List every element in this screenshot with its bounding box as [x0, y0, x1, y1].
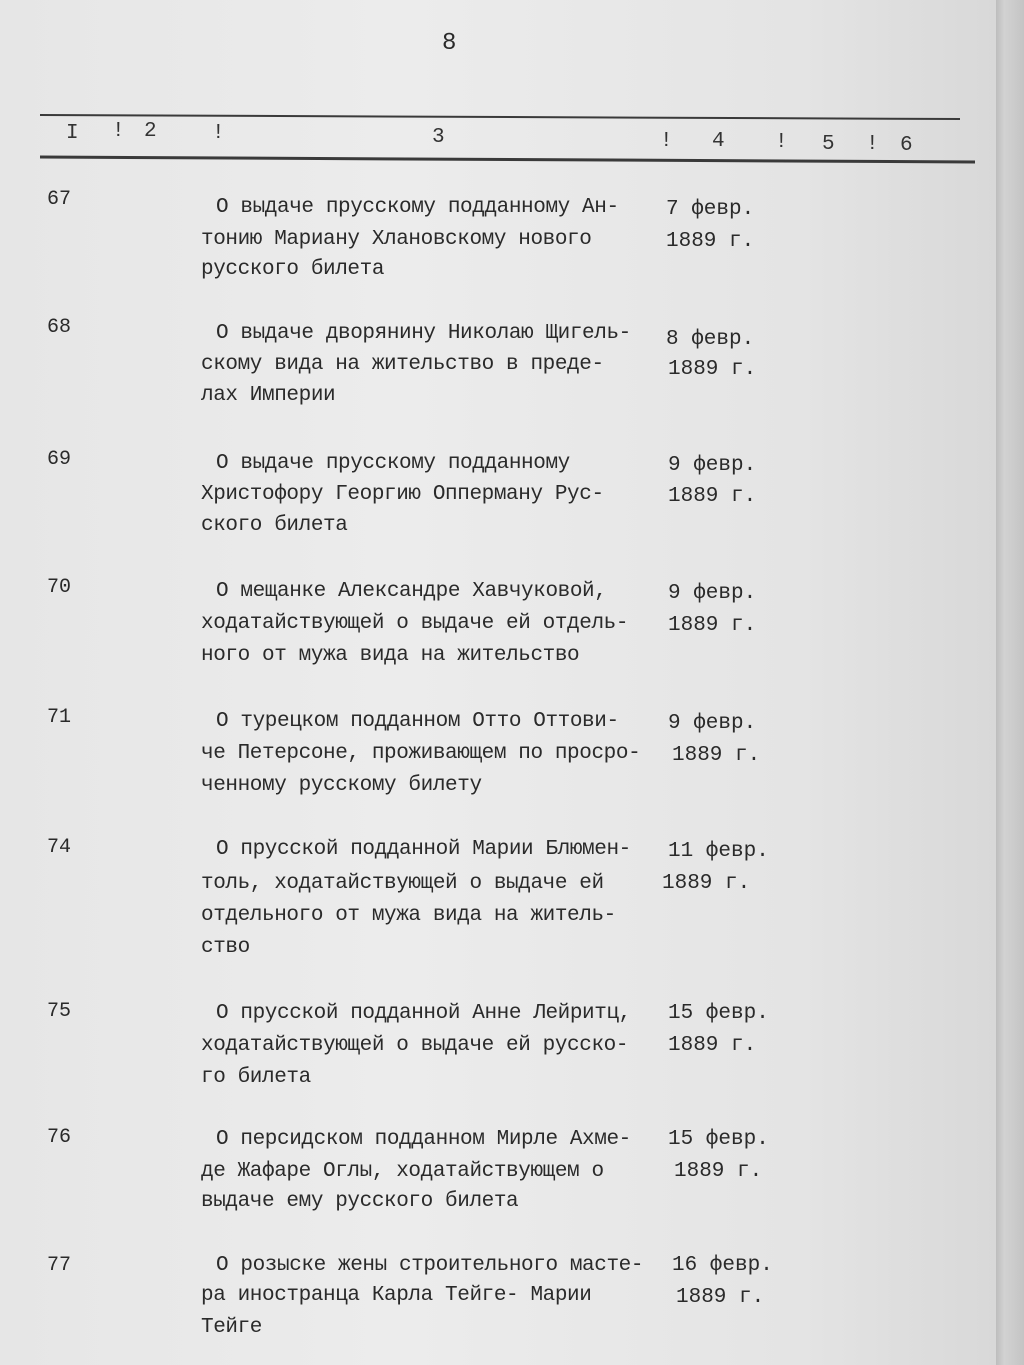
column-separator: !	[212, 122, 225, 145]
entry-text-line: ходатайствующей о выдаче ей русско-	[201, 1034, 629, 1057]
entry-date-day: 9 февр.	[668, 582, 757, 605]
entry-date-day: 8 февр.	[666, 328, 755, 351]
entry-text-line: ского билета	[201, 514, 348, 537]
entry-number: 67	[47, 188, 72, 211]
entry-text-line: лах Империи	[201, 384, 336, 407]
entry-text-line: ство	[201, 936, 250, 959]
entry-text-line: го билета	[201, 1066, 311, 1089]
entry-text-line: ра иностранца Карла Тейге- Марии	[201, 1284, 592, 1307]
entry-date-day: 15 февр.	[668, 1002, 769, 1025]
column-header-cell: I	[66, 122, 79, 145]
column-separator: !	[660, 130, 673, 153]
entry-date-day: 7 февр.	[666, 198, 755, 221]
column-header-cell: 5	[822, 133, 835, 156]
entry-number: 74	[47, 836, 72, 859]
entry-text-line: О персидском подданном Мирле Ахме-	[216, 1128, 631, 1151]
entry-text-line: Тейге	[201, 1316, 263, 1339]
column-separator: !	[866, 133, 879, 156]
entry-text-line: толь, ходатайствующей о выдаче ей	[201, 872, 604, 895]
page-number: 8	[442, 30, 457, 57]
entry-number: 71	[47, 706, 72, 729]
entry-text-line: скому вида на жительство в преде-	[201, 353, 604, 376]
header-top-rule	[40, 114, 960, 120]
entry-number: 77	[47, 1254, 72, 1277]
entry-date-year: 1889 г.	[674, 1160, 763, 1183]
header-bottom-rule	[40, 156, 975, 164]
entry-date-day: 9 февр.	[668, 712, 757, 735]
entry-date-day: 9 февр.	[668, 454, 757, 477]
column-header-cell: 2	[144, 120, 157, 143]
entry-text-line: О выдаче прусскому подданному	[216, 452, 570, 475]
entry-text-line: ного от мужа вида на жительство	[201, 644, 580, 667]
column-header-cell: 4	[712, 130, 725, 153]
entry-date-day: 16 февр.	[672, 1254, 773, 1277]
entry-text-line: О мещанке Александре Хавчуковой,	[216, 580, 607, 603]
entry-date-year: 1889 г.	[668, 1034, 757, 1057]
entry-number: 69	[47, 448, 72, 471]
entry-number: 68	[47, 316, 72, 339]
entry-text-line: че Петерсоне, проживающем по просро-	[201, 742, 641, 765]
entry-date-year: 1889 г.	[666, 230, 755, 253]
entry-number: 75	[47, 1000, 72, 1023]
entry-text-line: ченному русскому билету	[201, 774, 482, 797]
entry-text-line: де Жафаре Оглы, ходатайствующем о	[201, 1160, 604, 1183]
entry-text-line: выдаче ему русского билета	[201, 1190, 519, 1213]
entry-date-year: 1889 г.	[668, 358, 757, 381]
entry-text-line: О выдаче дворянину Николаю Щигель-	[216, 322, 631, 345]
entry-date-year: 1889 г.	[662, 872, 751, 895]
entry-text-line: русского билета	[201, 258, 385, 281]
entry-date-year: 1889 г.	[676, 1286, 765, 1309]
column-header-cell: 3	[432, 126, 445, 149]
entry-text-line: О турецком подданном Отто Оттови-	[216, 710, 619, 733]
entry-date-year: 1889 г.	[672, 744, 761, 767]
entry-text-line: тонию Мариану Хлановскому нового	[201, 228, 592, 251]
entry-text-line: отдельного от мужа вида на житель-	[201, 904, 616, 927]
entry-date-year: 1889 г.	[668, 485, 757, 508]
entry-date-year: 1889 г.	[668, 614, 757, 637]
entry-text-line: Христофору Георгию Опперману Рус-	[201, 483, 604, 506]
column-separator: !	[112, 120, 125, 143]
entry-text-line: О розыске жены строительного масте-	[216, 1254, 644, 1277]
entry-text-line: ходатайствующей о выдаче ей отдель-	[201, 612, 629, 635]
entry-text-line: О прусской подданной Анне Лейритц,	[216, 1002, 631, 1025]
entry-text-line: О выдаче прусскому подданному Ан-	[216, 196, 619, 219]
page-edge	[996, 0, 1024, 1365]
column-separator: !	[775, 131, 788, 154]
column-header-cell: 6	[900, 134, 913, 157]
entry-number: 70	[47, 576, 72, 599]
entry-number: 76	[47, 1126, 72, 1149]
entry-date-day: 11 февр.	[668, 840, 769, 863]
entry-text-line: О прусской подданной Марии Блюмен-	[216, 838, 631, 861]
entry-date-day: 15 февр.	[668, 1128, 769, 1151]
